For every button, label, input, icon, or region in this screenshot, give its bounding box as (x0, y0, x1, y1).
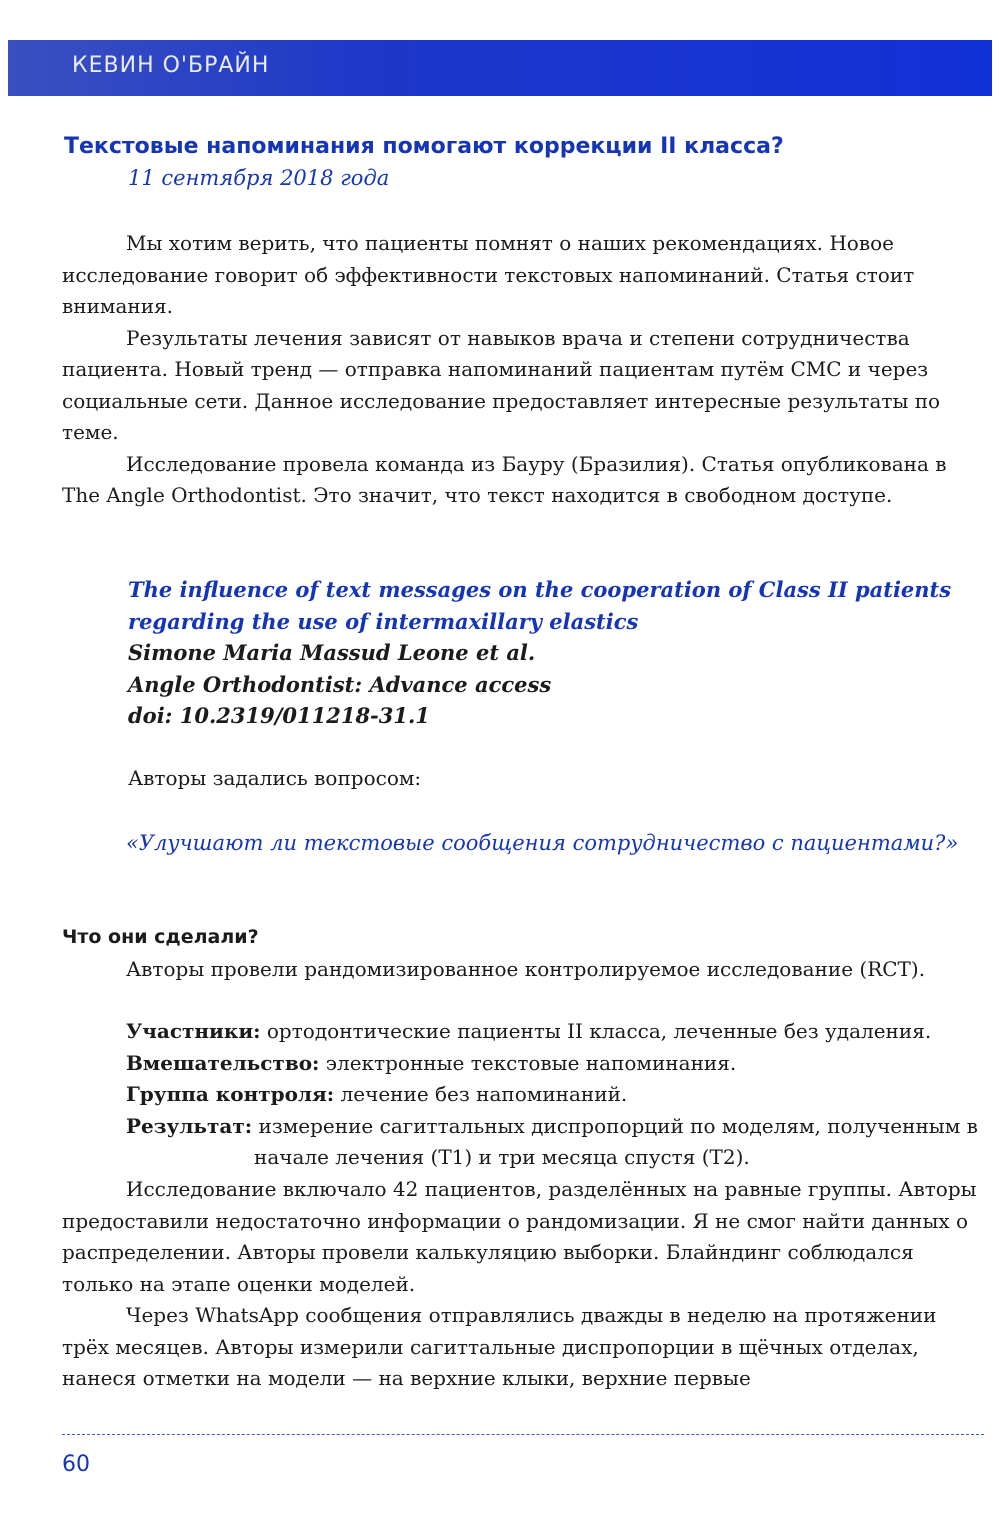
header-author: КЕВИН О'БРАЙН (72, 53, 270, 78)
intro-paragraph: Мы хотим верить, что пациенты помнят о наших рекомендациях. Новое исследование говорит об эффективности текстовых напоминаний. Статья стоит внимания. (62, 231, 915, 318)
methods-lead-text: Авторы провели рандомизированное контролируемое исследование (RCT). (126, 957, 926, 981)
pico-term: Результат: (126, 1113, 253, 1138)
article-date: 11 сентября 2018 года (128, 166, 390, 190)
question-intro: Авторы задались вопросом: (128, 766, 422, 790)
intro-section (62, 228, 984, 512)
reference-citation (128, 574, 984, 732)
footer-divider (62, 1434, 984, 1435)
reference-doi: doi: 10.2319/011218-31.1 (128, 703, 430, 728)
article-title: Текстовые напоминания помогают коррекции II класса? (64, 134, 784, 159)
pico-item (126, 1048, 984, 1080)
reference-title: The influence of text messages on the cooperation of Class II patients regarding the use of intermaxillary elastics (128, 577, 952, 634)
pico-term: Вмешательство: (126, 1050, 320, 1075)
pico-text: измерение сагиттальных диспропорций по моделям, полученным в начале лечения (T1) и три месяца спустя (T2). (254, 1113, 978, 1169)
pico-text: электронные текстовые напоминания. (325, 1050, 737, 1075)
reference-journal: Angle Orthodontist: Advance access (128, 671, 552, 697)
page-number: 60 (62, 1452, 90, 1477)
reference-authors: Simone Maria Massud Leone et al. (128, 640, 536, 665)
pico-item (126, 1111, 984, 1174)
research-question: «Улучшают ли текстовые сообщения сотрудничество с пациентами?» (126, 831, 959, 855)
methods-paragraph: Исследование включало 42 пациентов, разделённых на равные группы. Авторы предоставили недостаточно информации о рандомизации. Я не смог найти данных о распределении. Авторы провели калькуляцию выборки. Блайндинг соблюдался только на этапе оценки моделей. (62, 1177, 977, 1296)
running-header (8, 40, 992, 96)
methods-lead (62, 954, 984, 986)
methods-paragraph: Через WhatsApp сообщения отправлялись дважды в неделю на протяжении трёх месяцев. Авторы измерили сагиттальные диспропорции в щёчных отделах, нанеся отметки на модели — на верхние клыки, верхние первые (62, 1303, 937, 1390)
pico-term: Группа контроля: (126, 1082, 335, 1106)
pico-term: Участники: (126, 1019, 261, 1043)
pico-item (126, 1079, 984, 1111)
section-heading: Что они сделали? (62, 926, 259, 948)
pico-text: лечение без напоминаний. (340, 1082, 628, 1106)
pico-text: ортодонтические пациенты II класса, леченные без удаления. (266, 1019, 932, 1043)
intro-paragraph: Результаты лечения зависят от навыков врача и степени сотрудничества пациента. Новый тренд — отправка напоминаний пациентам путём СМС и через социальные сети. Данное исследование предоставляет интересные результаты по теме. (62, 325, 941, 444)
pico-item (126, 1016, 984, 1048)
intro-paragraph: Исследование провела команда из Бауру (Бразилия). Статья опубликована в The Angle Orthodontist. Это значит, что текст находится в свободном доступе. (62, 451, 947, 507)
methods-body (62, 1174, 984, 1395)
pico-list (126, 1016, 984, 1174)
